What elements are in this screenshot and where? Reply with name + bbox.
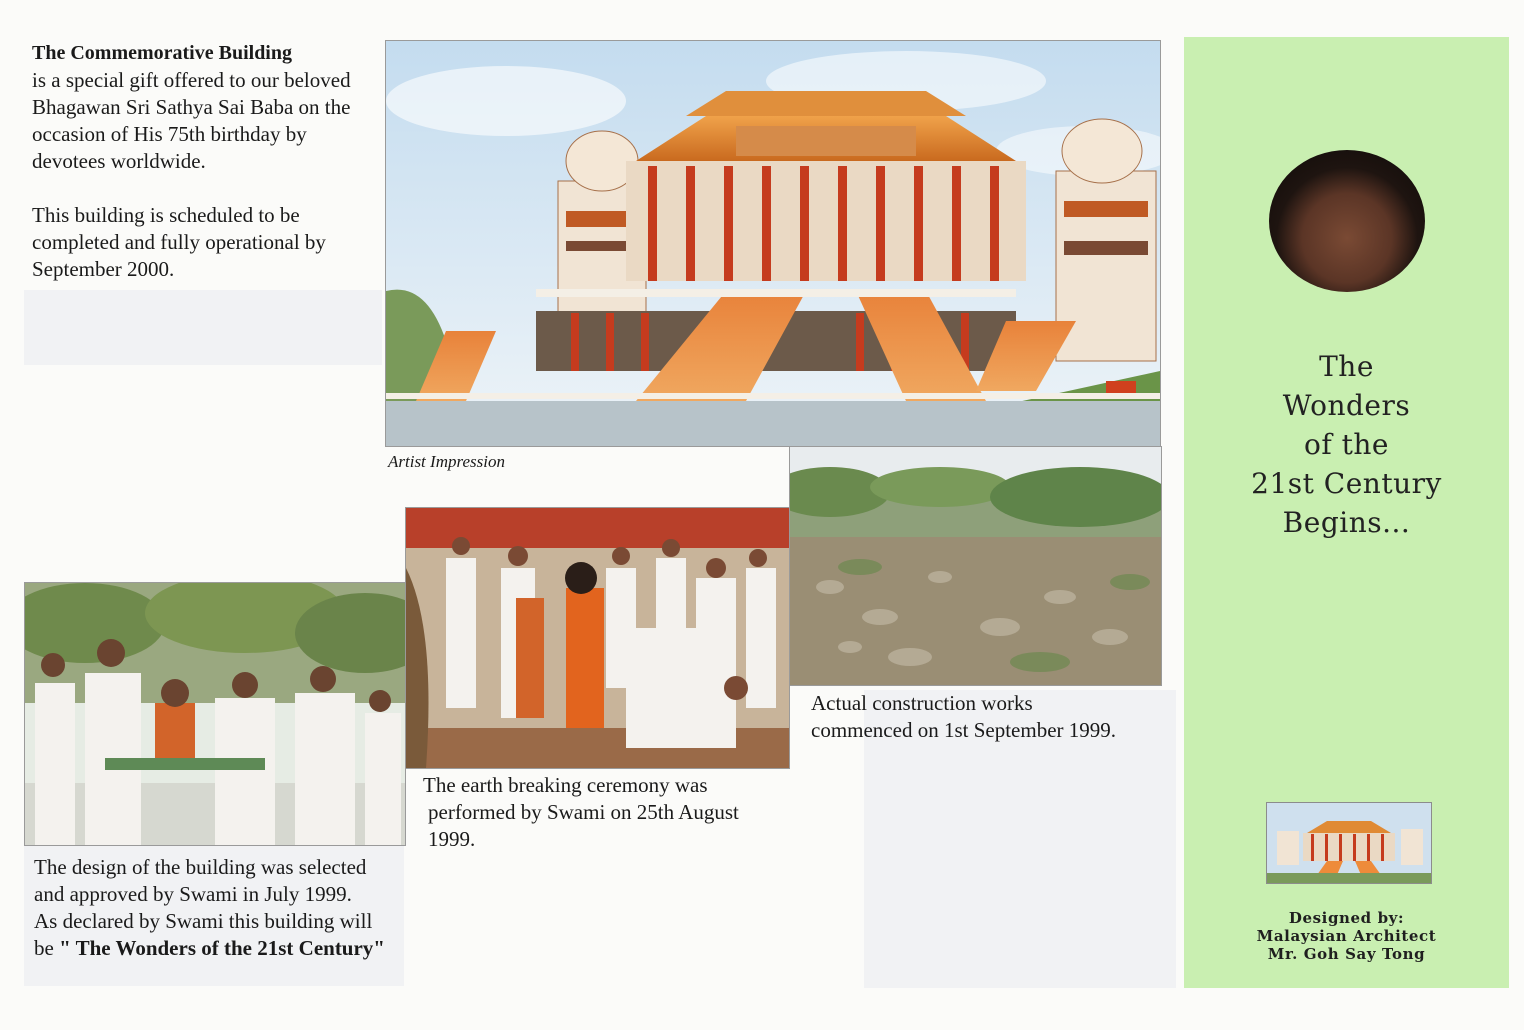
design-caption — [34, 854, 385, 962]
panel-title-line-2: Wonders — [1282, 389, 1411, 422]
construction-caption-line-1: Actual construction works — [811, 691, 1033, 715]
panel-title-line-1: The — [1319, 350, 1374, 383]
designer-credit-line-2: Malaysian Architect — [1256, 927, 1437, 945]
designer-credit — [1184, 909, 1509, 963]
design-caption-line-4 — [34, 935, 385, 962]
title-panel — [1184, 37, 1509, 988]
panel-title-line-5: Begins... — [1282, 506, 1411, 539]
panel-title-line-4: 21st Century — [1251, 467, 1442, 500]
intro-block — [32, 40, 382, 283]
intro-paragraph-1: is a special gift offered to our beloved Bhagawan Sri Sathya Sai Baba on the occasion of His 75th birthday by devotees worldwide. — [32, 68, 351, 173]
artist-impression-photo — [385, 40, 1161, 447]
intro-paragraph-2: This building is scheduled to be completed and fully operational by September 2000. — [32, 203, 326, 281]
design-caption-line-3: As declared by Swami this building will — [34, 909, 373, 933]
design-caption-line-2: and approved by Swami in July 1999. — [34, 882, 352, 906]
panel-title-line-3: of the — [1304, 428, 1389, 461]
construction-site-photo — [789, 446, 1162, 686]
ceremony-caption-line-2: performed by Swami on 25th August — [428, 800, 739, 824]
designer-credit-line-3: Mr. Goh Say Tong — [1267, 945, 1426, 963]
earth-breaking-ceremony-photo — [405, 507, 790, 769]
panel-title — [1184, 347, 1509, 542]
intro-heading: The Commemorative Building — [32, 42, 292, 64]
ceremony-caption — [423, 772, 739, 853]
design-caption-line-4-prefix: be — [34, 936, 60, 960]
building-thumbnail — [1266, 802, 1432, 884]
portrait-photo — [1269, 150, 1425, 292]
design-caption-line-1: The design of the building was selected — [34, 855, 367, 879]
design-approval-photo — [24, 582, 406, 846]
ceremony-caption-line-1: The earth breaking ceremony was — [423, 773, 708, 797]
artist-impression-caption: Artist Impression — [388, 452, 505, 471]
ceremony-caption-line-3: 1999. — [428, 827, 476, 851]
construction-caption — [811, 690, 1116, 744]
design-caption-quote: " The Wonders of the 21st Century" — [59, 936, 385, 960]
bleed-through-block-left — [24, 290, 382, 365]
construction-caption-line-2: commenced on 1st September 1999. — [811, 718, 1117, 742]
designer-credit-line-1: Designed by: — [1288, 909, 1405, 927]
